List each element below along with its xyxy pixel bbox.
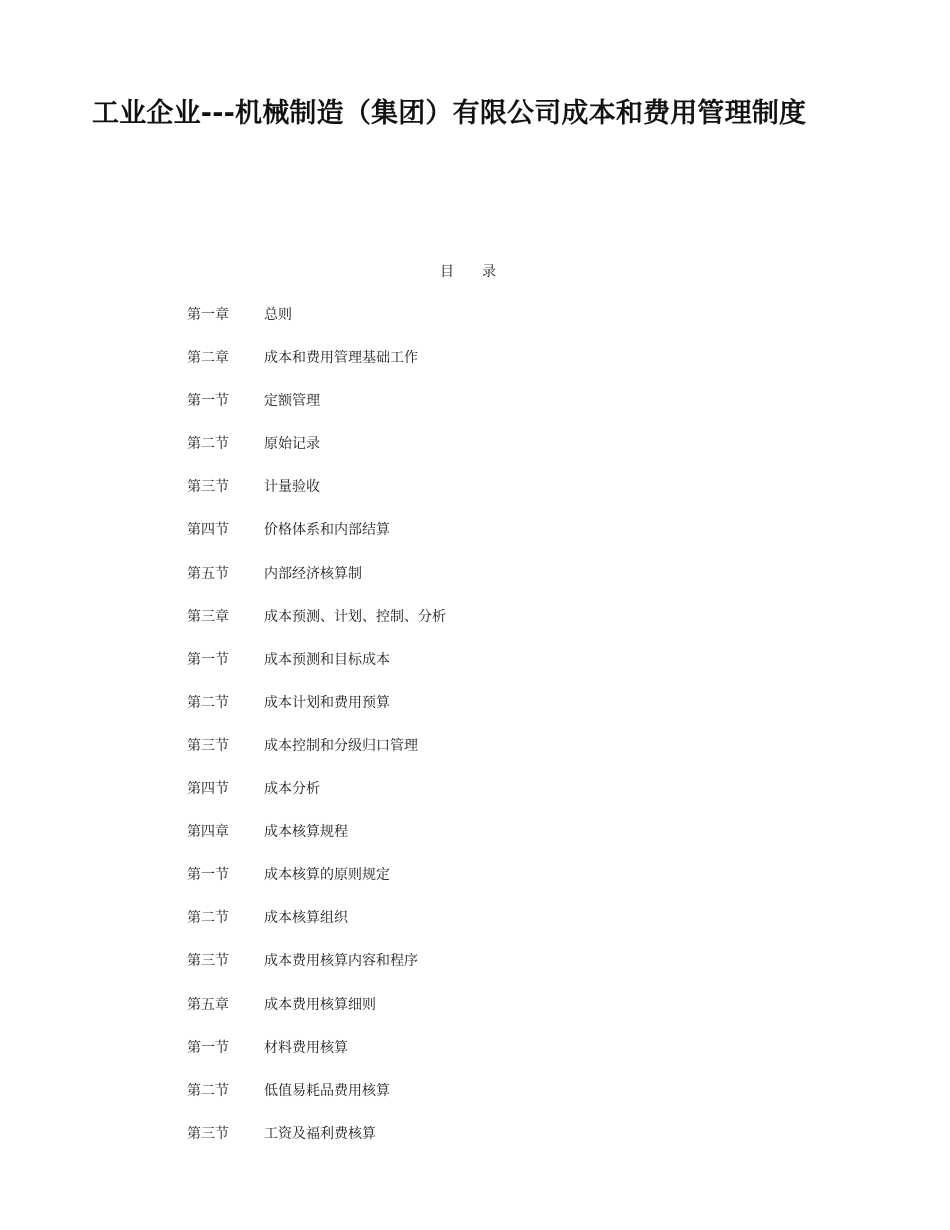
toc-entry-number: 第二节 <box>187 910 229 927</box>
toc-entry-title: 计量验收 <box>264 479 320 496</box>
toc-entry-title: 成本预测、计划、控制、分析 <box>264 608 446 625</box>
document-title: 工业企业---机械制造（集团）有限公司成本和费用管理制度 <box>92 98 807 129</box>
toc-entry <box>187 434 446 477</box>
toc-entry-title: 低值易耗品费用核算 <box>264 1082 390 1099</box>
toc-entry-number: 第一节 <box>187 393 229 410</box>
toc-entry-title: 定额管理 <box>264 393 320 410</box>
toc-entry-number: 第二节 <box>187 1082 229 1099</box>
toc-entry <box>187 1038 446 1081</box>
toc-entry-number: 第五章 <box>187 996 229 1013</box>
toc-entry <box>187 520 446 563</box>
toc-entry-number: 第三节 <box>187 953 229 970</box>
toc-entry-title: 成本核算规程 <box>264 824 348 841</box>
toc-entry <box>187 650 446 693</box>
toc-entry <box>187 693 446 736</box>
toc-entry-number: 第二章 <box>187 350 229 367</box>
toc-entry-title: 成本费用核算细则 <box>264 996 376 1013</box>
toc-entry-title: 成本核算的原则规定 <box>264 867 390 884</box>
toc-entry <box>187 1124 446 1167</box>
toc-entry <box>187 564 446 607</box>
toc-entry-title: 内部经济核算制 <box>264 565 362 582</box>
toc-entry <box>187 779 446 822</box>
toc-entry <box>187 822 446 865</box>
table-of-contents <box>187 305 446 1167</box>
toc-entry-number: 第三章 <box>187 608 229 625</box>
toc-entry-number: 第二节 <box>187 694 229 711</box>
toc-entry-title: 原始记录 <box>264 436 320 453</box>
toc-entry-title: 成本预测和目标成本 <box>264 651 390 668</box>
toc-entry-title: 成本核算组织 <box>264 910 348 927</box>
toc-entry <box>187 951 446 994</box>
toc-heading: 目 录 <box>440 264 496 280</box>
toc-entry-title: 价格体系和内部结算 <box>264 522 390 539</box>
toc-entry-number: 第四章 <box>187 824 229 841</box>
toc-entry-title: 成本计划和费用预算 <box>264 694 390 711</box>
toc-entry-number: 第一节 <box>187 1039 229 1056</box>
toc-entry <box>187 865 446 908</box>
toc-entry-number: 第三节 <box>187 1125 229 1142</box>
toc-entry-number: 第三节 <box>187 737 229 754</box>
toc-entry-title: 成本分析 <box>264 781 320 798</box>
toc-entry <box>187 908 446 951</box>
toc-entry-title: 工资及福利费核算 <box>264 1125 376 1142</box>
toc-entry-number: 第一节 <box>187 651 229 668</box>
toc-entry <box>187 1081 446 1124</box>
toc-entry-number: 第五节 <box>187 565 229 582</box>
toc-entry <box>187 305 446 348</box>
toc-entry-number: 第一节 <box>187 867 229 884</box>
toc-entry-title: 成本和费用管理基础工作 <box>264 350 418 367</box>
toc-entry-title: 材料费用核算 <box>264 1039 348 1056</box>
toc-entry <box>187 995 446 1038</box>
toc-entry <box>187 736 446 779</box>
toc-entry-title: 成本费用核算内容和程序 <box>264 953 418 970</box>
toc-entry-title: 总则 <box>264 307 292 323</box>
toc-entry <box>187 348 446 391</box>
toc-entry <box>187 607 446 650</box>
toc-entry-number: 第四节 <box>187 781 229 798</box>
toc-entry-title: 成本控制和分级归口管理 <box>264 737 418 754</box>
toc-entry <box>187 391 446 434</box>
toc-entry-number: 第三节 <box>187 479 229 496</box>
toc-entry <box>187 477 446 520</box>
toc-entry-number: 第一章 <box>187 307 229 323</box>
toc-entry-number: 第二节 <box>187 436 229 453</box>
toc-entry-number: 第四节 <box>187 522 229 539</box>
